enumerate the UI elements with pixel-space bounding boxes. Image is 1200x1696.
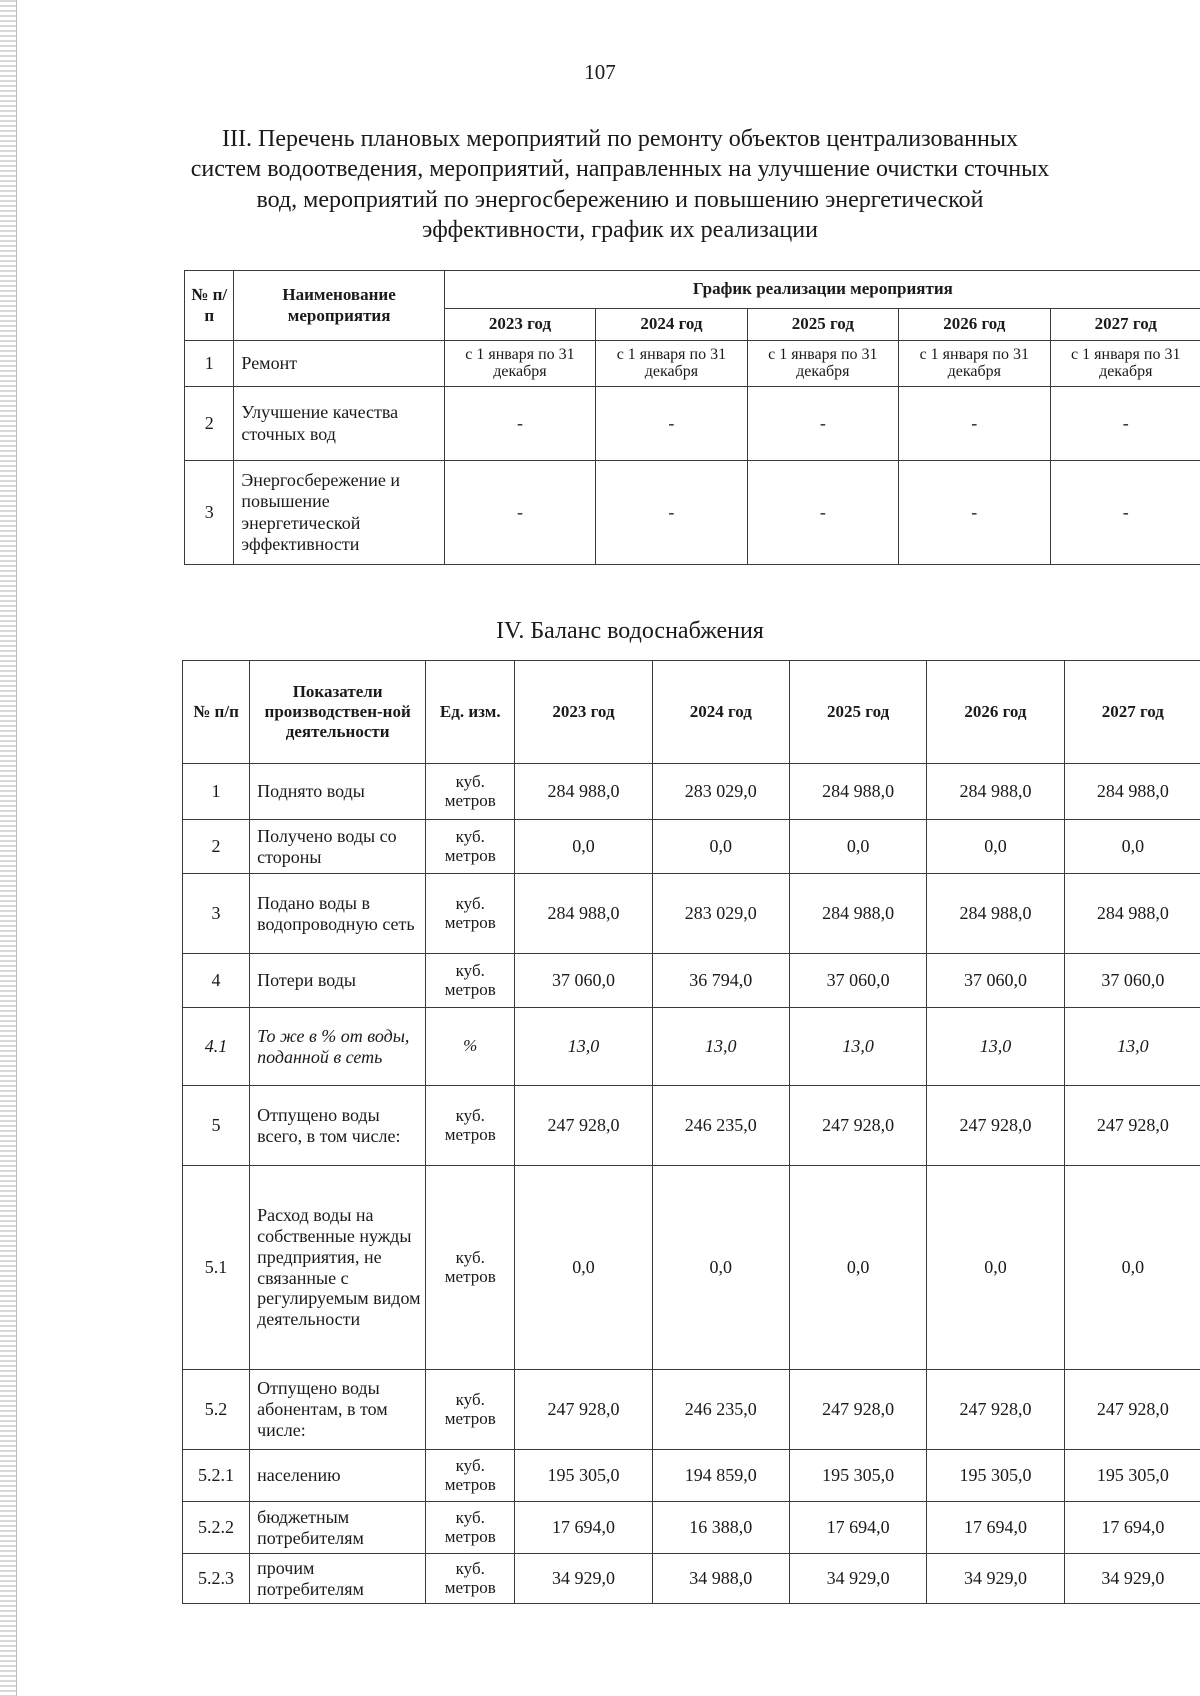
row-number: 5 [183,1086,250,1166]
value-cell: 247 928,0 [515,1370,652,1450]
header-year: 2023 год [444,309,595,341]
value-cell: 0,0 [1064,820,1200,874]
header-schedule: График реализации мероприятия [444,271,1200,309]
events-schedule-table [184,270,1200,565]
scan-edge-artifact [0,0,17,1696]
value-cell: 284 988,0 [789,764,926,820]
header-year: 2023 год [515,661,652,764]
row-number: 5.2.1 [183,1450,250,1502]
header-year: 2027 год [1050,309,1200,341]
indicator-name: населению [250,1450,426,1502]
row-number: 2 [183,820,250,874]
header-year: 2025 год [789,661,926,764]
header-year: 2027 год [1064,661,1200,764]
schedule-cell: - [1050,387,1200,461]
value-cell: 0,0 [789,1166,926,1370]
value-cell: 246 235,0 [652,1086,789,1166]
table-row [183,874,1200,954]
unit-cell: куб. метров [426,820,515,874]
value-cell: 194 859,0 [652,1450,789,1502]
value-cell: 283 029,0 [652,874,789,954]
table-row [183,954,1200,1008]
schedule-cell: - [596,387,747,461]
schedule-cell: - [444,387,595,461]
table-row [183,1086,1200,1166]
header-year: 2024 год [596,309,747,341]
value-cell: 0,0 [789,820,926,874]
header-unit: Ед. изм. [426,661,515,764]
table-row [183,1450,1200,1502]
value-cell: 284 988,0 [927,874,1064,954]
value-cell: 246 235,0 [652,1370,789,1450]
schedule-cell: - [596,461,747,565]
value-cell: 13,0 [515,1008,652,1086]
value-cell: 0,0 [652,820,789,874]
value-cell: 13,0 [652,1008,789,1086]
page-number: 107 [584,60,616,84]
value-cell: 0,0 [927,1166,1064,1370]
value-cell: 0,0 [515,820,652,874]
indicator-name: Отпущено воды абонентам, в том числе: [250,1370,426,1450]
indicator-name: Подано воды в водопроводную сеть [250,874,426,954]
value-cell: 17 694,0 [1064,1502,1200,1554]
value-cell: 247 928,0 [515,1086,652,1166]
value-cell: 284 988,0 [515,764,652,820]
indicator-name: Получено воды со стороны [250,820,426,874]
schedule-cell: с 1 января по 31 декабря [596,341,747,387]
header-num: № п/п [185,271,234,341]
table-row [183,1008,1200,1086]
value-cell: 17 694,0 [789,1502,926,1554]
row-number: 4 [183,954,250,1008]
table-row [183,1370,1200,1450]
schedule-cell: - [747,461,898,565]
indicator-name: То же в % от воды, поданной в сеть [250,1008,426,1086]
value-cell: 34 929,0 [515,1554,652,1604]
header-indicator: Показатели производствен-ной деятельности [250,661,426,764]
schedule-cell: - [899,461,1050,565]
unit-cell: куб. метров [426,1086,515,1166]
schedule-cell: с 1 января по 31 декабря [747,341,898,387]
schedule-cell: - [899,387,1050,461]
row-number: 5.2.3 [183,1554,250,1604]
unit-cell: куб. метров [426,1502,515,1554]
value-cell: 37 060,0 [789,954,926,1008]
value-cell: 195 305,0 [927,1450,1064,1502]
indicator-name: бюджетным потребителям [250,1502,426,1554]
value-cell: 0,0 [1064,1166,1200,1370]
value-cell: 247 928,0 [1064,1086,1200,1166]
table-row [183,1502,1200,1554]
table-row [185,387,1200,461]
row-number: 5.2 [183,1370,250,1450]
unit-cell: куб. метров [426,1166,515,1370]
header-year: 2026 год [899,309,1050,341]
row-number: 3 [183,874,250,954]
row-number: 5.1 [183,1166,250,1370]
value-cell: 13,0 [789,1008,926,1086]
row-number: 1 [183,764,250,820]
table-row [183,820,1200,874]
value-cell: 13,0 [927,1008,1064,1086]
value-cell: 284 988,0 [1064,874,1200,954]
schedule-cell: - [747,387,898,461]
unit-cell: куб. метров [426,1554,515,1604]
value-cell: 34 929,0 [927,1554,1064,1604]
event-name: Улучшение качества сточных вод [234,387,444,461]
event-name: Энергосбережение и повышение энергетической эффективности [234,461,444,565]
row-number: 3 [185,461,234,565]
value-cell: 37 060,0 [927,954,1064,1008]
event-name: Ремонт [234,341,444,387]
table-row [183,764,1200,820]
unit-cell: % [426,1008,515,1086]
schedule-cell: с 1 января по 31 декабря [444,341,595,387]
value-cell: 195 305,0 [515,1450,652,1502]
unit-cell: куб. метров [426,764,515,820]
row-number: 1 [185,341,234,387]
indicator-name: Потери воды [250,954,426,1008]
row-number: 2 [185,387,234,461]
value-cell: 195 305,0 [789,1450,926,1502]
value-cell: 284 988,0 [927,764,1064,820]
row-number: 4.1 [183,1008,250,1086]
header-year: 2026 год [927,661,1064,764]
table-row [183,1554,1200,1604]
section-3-title: III. Перечень плановых мероприятий по ремонту объектов централизованных систем водоотведения, мероприятий, направленных на улучшение очистки сточных вод, мероприятий по энергосбережению и повышению энергетической эффективности, график их реализации [190,126,1050,244]
value-cell: 0,0 [652,1166,789,1370]
value-cell: 17 694,0 [515,1502,652,1554]
indicator-name: Поднято воды [250,764,426,820]
schedule-cell: - [1050,461,1200,565]
header-event-name: Наименование мероприятия [234,271,444,341]
value-cell: 284 988,0 [515,874,652,954]
value-cell: 16 388,0 [652,1502,789,1554]
header-num: № п/п [183,661,250,764]
value-cell: 195 305,0 [1064,1450,1200,1502]
water-balance-table [182,660,1200,1604]
value-cell: 34 929,0 [1064,1554,1200,1604]
value-cell: 247 928,0 [789,1370,926,1450]
header-year: 2025 год [747,309,898,341]
table-row [185,341,1200,387]
value-cell: 13,0 [1064,1008,1200,1086]
indicator-name: прочим потребителям [250,1554,426,1604]
unit-cell: куб. метров [426,874,515,954]
unit-cell: куб. метров [426,954,515,1008]
schedule-cell: с 1 января по 31 декабря [1050,341,1200,387]
value-cell: 0,0 [515,1166,652,1370]
schedule-cell: - [444,461,595,565]
value-cell: 37 060,0 [1064,954,1200,1008]
section-4-title: IV. Баланс водоснабжения [496,618,764,644]
indicator-name: Расход воды на собственные нужды предприятия, не связанные с регулируемым видом деятельности [250,1166,426,1370]
value-cell: 34 929,0 [789,1554,926,1604]
value-cell: 247 928,0 [927,1086,1064,1166]
value-cell: 284 988,0 [1064,764,1200,820]
value-cell: 284 988,0 [789,874,926,954]
value-cell: 0,0 [927,820,1064,874]
indicator-name: Отпущено воды всего, в том числе: [250,1086,426,1166]
table-row [183,1166,1200,1370]
value-cell: 34 988,0 [652,1554,789,1604]
value-cell: 247 928,0 [927,1370,1064,1450]
row-number: 5.2.2 [183,1502,250,1554]
value-cell: 36 794,0 [652,954,789,1008]
value-cell: 247 928,0 [1064,1370,1200,1450]
value-cell: 17 694,0 [927,1502,1064,1554]
value-cell: 283 029,0 [652,764,789,820]
schedule-cell: с 1 января по 31 декабря [899,341,1050,387]
value-cell: 247 928,0 [789,1086,926,1166]
table-row [185,461,1200,565]
value-cell: 37 060,0 [515,954,652,1008]
unit-cell: куб. метров [426,1450,515,1502]
unit-cell: куб. метров [426,1370,515,1450]
header-year: 2024 год [652,661,789,764]
